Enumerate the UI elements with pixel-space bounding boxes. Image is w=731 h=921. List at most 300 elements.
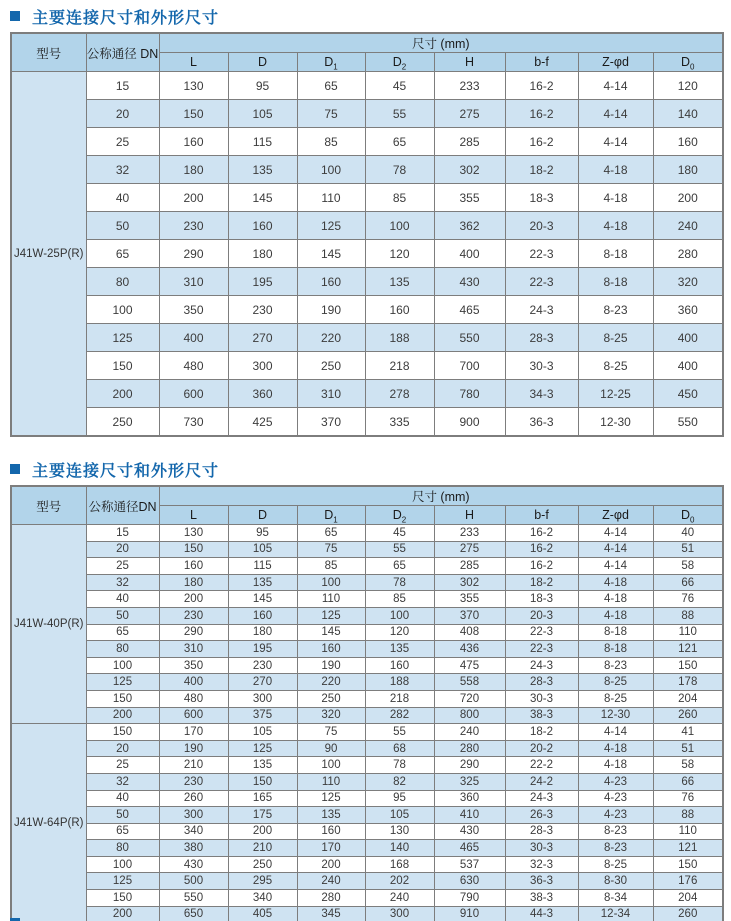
table-cell: 300 [228, 352, 297, 380]
table-cell: 325 [434, 773, 505, 790]
table-cell: 121 [653, 641, 723, 658]
table-cell: 36-3 [505, 873, 578, 890]
table-cell: 170 [297, 840, 365, 857]
table-cell: 408 [434, 624, 505, 641]
table-cell: 170 [159, 724, 228, 741]
dimensions-table-1 [10, 32, 724, 437]
table-cell: 12-30 [578, 408, 653, 437]
table-cell: 55 [365, 724, 434, 741]
table-cell: 110 [653, 823, 723, 840]
table-cell: 18-2 [505, 724, 578, 741]
table-cell: 4-14 [578, 128, 653, 156]
table-cell: 78 [365, 156, 434, 184]
table-cell: 100 [365, 212, 434, 240]
table-cell: 210 [159, 757, 228, 774]
table-cell: 335 [365, 408, 434, 437]
table-cell: 100 [297, 156, 365, 184]
table-cell: 190 [159, 740, 228, 757]
table-cell: 26-3 [505, 807, 578, 824]
table-cell: 175 [228, 807, 297, 824]
col-header-subscript: 1 [333, 62, 338, 72]
dn-cell: 40 [86, 184, 159, 212]
table-cell: 140 [653, 100, 723, 128]
table-cell: 20-2 [505, 740, 578, 757]
table-cell: 8-25 [578, 674, 653, 691]
table-cell: 200 [297, 856, 365, 873]
table-cell: 230 [228, 296, 297, 324]
table-cell: 16-2 [505, 128, 578, 156]
table-cell: 78 [365, 757, 434, 774]
dimensions-table-2 [10, 485, 724, 921]
table-cell: 280 [653, 240, 723, 268]
table-cell: 550 [159, 890, 228, 907]
table-cell: 630 [434, 873, 505, 890]
table-cell: 58 [653, 558, 723, 575]
table-cell: 28-3 [505, 324, 578, 352]
table-cell: 204 [653, 890, 723, 907]
table-cell: 910 [434, 906, 505, 921]
section-1 [10, 6, 722, 437]
table-cell: 300 [228, 690, 297, 707]
table-cell: 302 [434, 574, 505, 591]
dn-cell: 20 [86, 100, 159, 128]
table-cell: 4-14 [578, 525, 653, 542]
table-cell: 430 [159, 856, 228, 873]
table-cell: 430 [434, 823, 505, 840]
table-cell: 125 [297, 790, 365, 807]
table-cell: 82 [365, 773, 434, 790]
table-cell: 16-2 [505, 558, 578, 575]
table-cell: 125 [297, 212, 365, 240]
dn-cell: 50 [86, 807, 159, 824]
table-cell: 95 [228, 72, 297, 100]
table-cell: 168 [365, 856, 434, 873]
table-cell: 260 [159, 790, 228, 807]
table-cell: 190 [297, 657, 365, 674]
table-row [11, 296, 723, 324]
table-cell: 55 [365, 100, 434, 128]
table-cell: 380 [159, 840, 228, 857]
table-cell: 75 [297, 100, 365, 128]
table-cell: 105 [228, 724, 297, 741]
table-row [11, 840, 723, 857]
table-cell: 22-2 [505, 757, 578, 774]
dn-cell: 25 [86, 128, 159, 156]
col-header: $D_2$ [365, 53, 434, 72]
table-row [11, 72, 723, 100]
table-cell: 8-18 [578, 268, 653, 296]
table-cell: 160 [365, 657, 434, 674]
dn-cell: 80 [86, 268, 159, 296]
table-cell: 4-18 [578, 156, 653, 184]
table-cell: 130 [159, 525, 228, 542]
table-cell: 290 [434, 757, 505, 774]
table-row [11, 707, 723, 724]
table-cell: 480 [159, 352, 228, 380]
table-cell: 188 [365, 324, 434, 352]
table-row [11, 380, 723, 408]
table-row [11, 906, 723, 921]
table-cell: 120 [365, 240, 434, 268]
table-cell: 270 [228, 674, 297, 691]
table-cell: 260 [653, 906, 723, 921]
table-cell: 110 [297, 184, 365, 212]
table-row [11, 757, 723, 774]
col-header-dn: 公称通径DN [86, 486, 159, 525]
table-cell: 360 [653, 296, 723, 324]
section-2 [10, 459, 722, 921]
table-cell: 195 [228, 641, 297, 658]
table-cell: 24-3 [505, 296, 578, 324]
table-cell: 375 [228, 707, 297, 724]
table-cell: 4-14 [578, 724, 653, 741]
table-cell: 780 [434, 380, 505, 408]
table-cell: 340 [228, 890, 297, 907]
table-cell: 425 [228, 408, 297, 437]
table-cell: 285 [434, 558, 505, 575]
table-body [11, 525, 723, 921]
table-cell: 75 [297, 724, 365, 741]
col-header: H [434, 53, 505, 72]
table-cell: 4-14 [578, 72, 653, 100]
col-header-model: 型号 [11, 486, 86, 525]
dn-cell: 32 [86, 156, 159, 184]
dn-cell: 125 [86, 324, 159, 352]
table-cell: 310 [297, 380, 365, 408]
table-cell: 36-3 [505, 408, 578, 437]
table-cell: 22-3 [505, 268, 578, 296]
table-cell: 260 [653, 707, 723, 724]
table-cell: 180 [653, 156, 723, 184]
table-cell: 115 [228, 128, 297, 156]
table-cell: 95 [365, 790, 434, 807]
table-cell: 8-23 [578, 296, 653, 324]
col-header-subscript: 0 [690, 515, 695, 525]
table-cell: 4-14 [578, 100, 653, 128]
table-cell: 8-23 [578, 840, 653, 857]
table-cell: 90 [297, 740, 365, 757]
dn-cell: 50 [86, 212, 159, 240]
table-row [11, 657, 723, 674]
table-row [11, 240, 723, 268]
table-cell: 105 [228, 541, 297, 558]
dn-cell: 32 [86, 773, 159, 790]
table-row [11, 268, 723, 296]
dn-cell: 80 [86, 840, 159, 857]
dn-cell: 150 [86, 724, 159, 741]
table-row [11, 156, 723, 184]
table-cell: 800 [434, 707, 505, 724]
table-cell: 30-3 [505, 352, 578, 380]
table-cell: 140 [365, 840, 434, 857]
table-cell: 40 [653, 525, 723, 542]
table-cell: 65 [297, 525, 365, 542]
table-cell: 160 [228, 212, 297, 240]
table-cell: 135 [228, 574, 297, 591]
table-head [11, 33, 723, 72]
table-cell: 280 [434, 740, 505, 757]
dn-cell: 150 [86, 690, 159, 707]
table-cell: 4-18 [578, 574, 653, 591]
table-cell: 150 [653, 657, 723, 674]
col-header-size: 尺寸 (mm) [159, 486, 723, 506]
table-cell: 145 [228, 591, 297, 608]
table-cell: 300 [365, 906, 434, 921]
table-cell: 85 [365, 591, 434, 608]
col-header: Z-φd [578, 53, 653, 72]
table-cell: 16-2 [505, 100, 578, 128]
table-cell: 275 [434, 541, 505, 558]
table-cell: 240 [434, 724, 505, 741]
table-cell: 360 [228, 380, 297, 408]
dn-cell: 50 [86, 607, 159, 624]
table-row [11, 890, 723, 907]
table-row [11, 541, 723, 558]
table-cell: 105 [228, 100, 297, 128]
table-row [11, 128, 723, 156]
dn-cell: 200 [86, 906, 159, 921]
table-cell: 16-2 [505, 72, 578, 100]
table-cell: 285 [434, 128, 505, 156]
table-cell: 195 [228, 268, 297, 296]
table-cell: 275 [434, 100, 505, 128]
section-title-text: 主要连接尺寸和外形尺寸 [32, 462, 220, 480]
table-cell: 145 [228, 184, 297, 212]
table-cell: 4-23 [578, 807, 653, 824]
table-row [11, 674, 723, 691]
section-title-text: 主要连接尺寸和外形尺寸 [32, 9, 220, 27]
model-cell: J41W-40P(R) [11, 525, 86, 724]
table-cell: 160 [159, 128, 228, 156]
table-cell: 110 [297, 773, 365, 790]
dn-cell: 40 [86, 790, 159, 807]
table-cell: 20-3 [505, 212, 578, 240]
table-row [11, 790, 723, 807]
table-cell: 250 [297, 352, 365, 380]
table-cell: 100 [297, 757, 365, 774]
col-header-model: 型号 [11, 33, 86, 72]
table-cell: 405 [228, 906, 297, 921]
table-cell: 8-25 [578, 352, 653, 380]
table-cell: 76 [653, 790, 723, 807]
table-cell: 4-23 [578, 773, 653, 790]
table-cell: 355 [434, 184, 505, 212]
table-cell: 270 [228, 324, 297, 352]
table-cell: 24-2 [505, 773, 578, 790]
table-cell: 165 [228, 790, 297, 807]
col-header: b-f [505, 53, 578, 72]
table-cell: 190 [297, 296, 365, 324]
table-cell: 204 [653, 690, 723, 707]
col-header-dn: 公称通径 DN [86, 33, 159, 72]
dn-cell: 100 [86, 856, 159, 873]
col-header-size: 尺寸 (mm) [159, 33, 723, 53]
table-cell: 55 [365, 541, 434, 558]
table-cell: 160 [297, 641, 365, 658]
table-row [11, 408, 723, 437]
table-cell: 400 [159, 324, 228, 352]
table-cell: 28-3 [505, 823, 578, 840]
dn-cell: 40 [86, 591, 159, 608]
table-cell: 4-14 [578, 541, 653, 558]
col-header-subscript: 1 [333, 515, 338, 525]
table-cell: 400 [159, 674, 228, 691]
table-cell: 4-18 [578, 212, 653, 240]
dn-cell: 65 [86, 624, 159, 641]
table-cell: 12-34 [578, 906, 653, 921]
dn-cell: 20 [86, 541, 159, 558]
table-cell: 65 [365, 128, 434, 156]
table-cell: 20-3 [505, 607, 578, 624]
table-cell: 475 [434, 657, 505, 674]
table-row [11, 525, 723, 542]
table-cell: 230 [159, 212, 228, 240]
table-cell: 51 [653, 541, 723, 558]
dn-cell: 32 [86, 574, 159, 591]
table-cell: 65 [297, 72, 365, 100]
table-cell: 41 [653, 724, 723, 741]
table-cell: 210 [228, 840, 297, 857]
table-row [11, 724, 723, 741]
col-header: $D_0$ [653, 53, 723, 72]
col-header-subscript: 0 [690, 62, 695, 72]
table-cell: 18-3 [505, 184, 578, 212]
table-cell: 100 [365, 607, 434, 624]
table-cell: 200 [653, 184, 723, 212]
table-cell: 160 [297, 268, 365, 296]
table-cell: 38-3 [505, 707, 578, 724]
dn-cell: 15 [86, 525, 159, 542]
table-cell: 76 [653, 591, 723, 608]
table-cell: 58 [653, 757, 723, 774]
table-cell: 8-25 [578, 690, 653, 707]
table-cell: 135 [365, 641, 434, 658]
table-cell: 240 [365, 890, 434, 907]
table-cell: 66 [653, 773, 723, 790]
table-cell: 230 [159, 607, 228, 624]
table-cell: 310 [159, 268, 228, 296]
table-cell: 436 [434, 641, 505, 658]
table-cell: 4-18 [578, 740, 653, 757]
table-cell: 4-18 [578, 757, 653, 774]
table-cell: 145 [297, 240, 365, 268]
table-cell: 4-18 [578, 184, 653, 212]
table-cell: 230 [228, 657, 297, 674]
table-cell: 120 [653, 72, 723, 100]
table-cell: 250 [297, 690, 365, 707]
table-cell: 32-3 [505, 856, 578, 873]
table-cell: 150 [159, 100, 228, 128]
table-cell: 250 [228, 856, 297, 873]
section-gap [10, 437, 722, 459]
table-cell: 8-25 [578, 856, 653, 873]
table-cell: 220 [297, 324, 365, 352]
col-header: D [228, 53, 297, 72]
model-cell: J41W-25P(R) [11, 72, 86, 437]
table-cell: 200 [228, 823, 297, 840]
table-cell: 100 [297, 574, 365, 591]
table-cell: 8-25 [578, 324, 653, 352]
table-cell: 450 [653, 380, 723, 408]
table-row [11, 100, 723, 128]
table-cell: 550 [653, 408, 723, 437]
dn-cell: 150 [86, 352, 159, 380]
table-cell: 160 [653, 128, 723, 156]
table-cell: 180 [159, 574, 228, 591]
table-row [11, 558, 723, 575]
table-cell: 4-14 [578, 558, 653, 575]
table-cell: 310 [159, 641, 228, 658]
table-cell: 121 [653, 840, 723, 857]
table-cell: 4-18 [578, 607, 653, 624]
bullet-square-icon [10, 464, 20, 474]
dn-cell: 80 [86, 641, 159, 658]
table-cell: 135 [365, 268, 434, 296]
table-cell: 12-25 [578, 380, 653, 408]
table-cell: 30-3 [505, 840, 578, 857]
table-cell: 650 [159, 906, 228, 921]
table-cell: 78 [365, 574, 434, 591]
table-cell: 160 [297, 823, 365, 840]
col-header: $D_1$ [297, 506, 365, 525]
section-title [10, 459, 722, 479]
table-cell: 302 [434, 156, 505, 184]
table-cell: 320 [297, 707, 365, 724]
table-cell: 400 [653, 324, 723, 352]
dn-cell: 200 [86, 707, 159, 724]
dn-cell: 15 [86, 72, 159, 100]
table-cell: 360 [434, 790, 505, 807]
table-cell: 45 [365, 72, 434, 100]
table-cell: 430 [434, 268, 505, 296]
table-cell: 600 [159, 707, 228, 724]
table-cell: 51 [653, 740, 723, 757]
table-cell: 300 [159, 807, 228, 824]
table-cell: 8-18 [578, 641, 653, 658]
table-cell: 176 [653, 873, 723, 890]
table-cell: 110 [297, 591, 365, 608]
table-row [11, 773, 723, 790]
col-header: D [228, 506, 297, 525]
table-cell: 24-3 [505, 657, 578, 674]
table-cell: 22-3 [505, 240, 578, 268]
table-cell: 85 [297, 558, 365, 575]
table-cell: 240 [653, 212, 723, 240]
table-cell: 28-3 [505, 674, 578, 691]
table-cell: 355 [434, 591, 505, 608]
table-cell: 44-3 [505, 906, 578, 921]
col-header: Z-φd [578, 506, 653, 525]
table-row [11, 607, 723, 624]
col-header: $D_0$ [653, 506, 723, 525]
table-cell: 188 [365, 674, 434, 691]
table-cell: 4-18 [578, 591, 653, 608]
table-row [11, 184, 723, 212]
table-cell: 22-3 [505, 641, 578, 658]
table-cell: 218 [365, 352, 434, 380]
table-cell: 290 [159, 624, 228, 641]
table-cell: 12-30 [578, 707, 653, 724]
section-title [10, 6, 722, 26]
table-cell: 125 [297, 607, 365, 624]
table-cell: 145 [297, 624, 365, 641]
table-cell: 410 [434, 807, 505, 824]
col-header-subscript: 2 [401, 62, 407, 72]
table-cell: 218 [365, 690, 434, 707]
table-cell: 790 [434, 890, 505, 907]
table-cell: 150 [159, 541, 228, 558]
table-cell: 135 [297, 807, 365, 824]
